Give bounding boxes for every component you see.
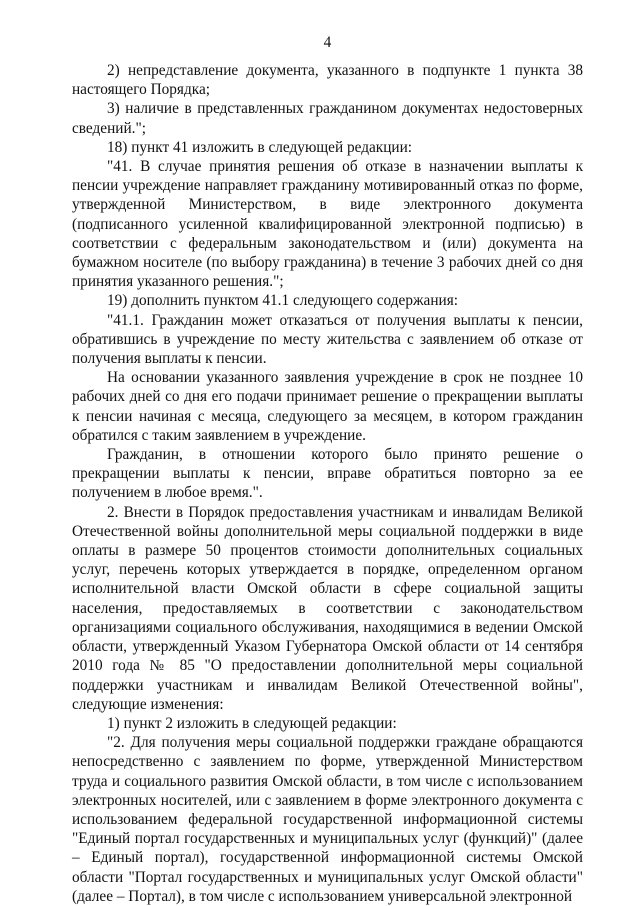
paragraph-item-2: 2) непредставление документа, указанного в подпункте 1 пункта 38 настоящего Порядка; xyxy=(72,62,583,99)
page-number: 4 xyxy=(323,34,332,51)
paragraph-clause-41-1-repeat: Гражданин, в отношении которого было принято решение о прекращении выплаты к пенсии, вправе обратиться повторно за ее получением в любое время.". xyxy=(72,446,583,502)
paragraph-section-2-item-1: 1) пункт 2 изложить в следующей редакции: xyxy=(107,714,397,732)
document-page xyxy=(72,0,583,906)
paragraph-clause-41-1-basis: На основании указанного заявления учреждение в срок не позднее 10 рабочих дней со дня его подачи принимает решение о прекращении выплаты к пенсии начиная с месяца, следующего за месяцем, в котором гражданин обратился с таким заявлением в учреждение. xyxy=(72,369,583,444)
paragraph-clause-2: "2. Для получения меры социальной поддержки граждане обращаются непосредственно с заявлением по форме, утвержденной Министерством труда и социального развития Омской области, в том числе с использованием электронных носителей, или с заявлением в форме электронного документа с использованием федеральной государственной информационной системы "Единый портал государственных и муниципальных услуг (функций)" (далее – Единый портал), государственной информационной системы Омской области "Портал государственных и муниципальных услуг Омской области" (далее – Портал), в том числе с использованием универсальной электронной xyxy=(72,734,583,905)
paragraph-clause-41: "41. В случае принятия решения об отказе в назначении выплаты к пенсии учреждение направляет гражданину мотивированный отказ по форме, утвержденной Министерством, в виде электронного документа (подписанного усиленной квалифицированной электронной подписью) в соответствии с федеральным законодательством и (или) документа на бумажном носителе (по выбору гражданина) в течение 3 рабочих дней со дня принятия указанного решения."; xyxy=(72,158,583,291)
paragraph-point-19: 19) дополнить пунктом 41.1 следующего содержания: xyxy=(107,292,458,310)
paragraph-clause-41-1: "41.1. Гражданин может отказаться от получения выплаты к пенсии, обратившись в учреждение по месту жительства с заявлением об отказе от получения выплаты к пенсии. xyxy=(72,311,583,368)
paragraph-item-3: 3) наличие в представленных гражданином документах недостоверных сведений."; xyxy=(72,100,583,137)
paragraph-section-2: 2. Внести в Порядок предоставления участникам и инвалидам Великой Отечественной войны дополнительной меры социальной поддержки в виде оплаты в размере 50 процентов стоимости дополнительных социальных услуг, перечень которых утверждается в порядке, определенном органом исполнительной власти Омской области в сфере социальной защиты населения, предоставляемых в соответствии с законодательством организациями социального обслуживания, находящимися в ведении Омской области, утвержденный Указом Губернатора Омской области от 14 сентября 2010 года № 85 "О предоставлении дополнительной меры социальной поддержки участникам и инвалидам Великой Отечественной войны", следующие изменения: xyxy=(72,503,583,713)
paragraph-point-18: 18) пункт 41 изложить в следующей редакции: xyxy=(107,138,413,156)
